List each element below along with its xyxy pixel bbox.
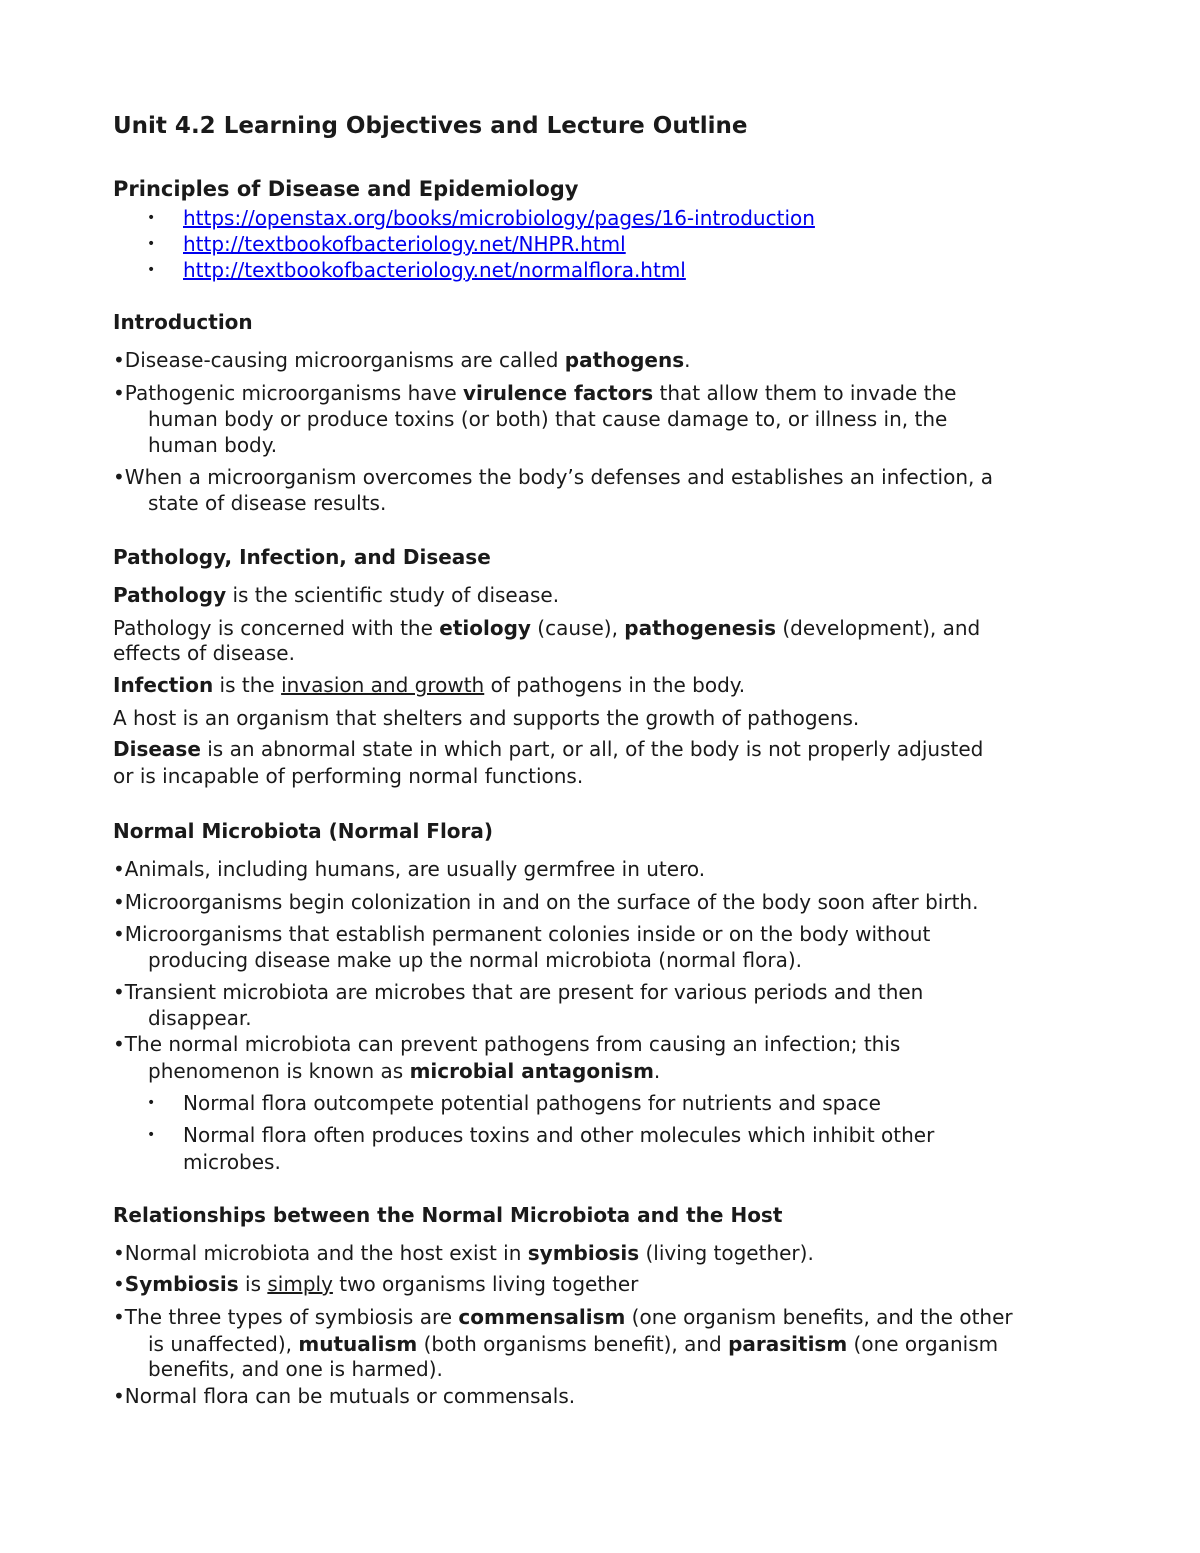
document-subtitle: Principles of Disease and Epidemiology [113,177,579,201]
section-heading-pathology: Pathology, Infection, and Disease [113,545,491,569]
normal-bullet-5: •The normal microbiota can prevent pathogens from causing an infection; this [113,1032,901,1056]
normal-bullet-2: •Microorganisms begin colonization in and on the surface of the body soon after birth. [113,890,979,914]
relation-bullet-2: •Symbiosis is simply two organisms living together [113,1272,639,1296]
pathology-para-5: Disease is an abnormal state in which part, or all, of the body is not properly adjusted [113,737,984,761]
intro-bullet-2-cont: human body or produce toxins (or both) that cause damage to, or illness in, the [148,407,948,431]
intro-bullet-3: •When a microorganism overcomes the body’s defenses and establishes an infection, a [113,465,993,489]
bullet-dot: • [147,210,156,226]
pathology-para-2: Pathology is concerned with the etiology (cause), pathogenesis (development), and [113,616,981,640]
section-heading-relationships: Relationships between the Normal Microbiota and the Host [113,1203,783,1227]
link-normalflora[interactable]: http://textbookofbacteriology.net/normalflora.html [183,258,686,282]
section-heading-normal-microbiota: Normal Microbiota (Normal Flora) [113,819,494,843]
intro-bullet-3-cont: state of disease results. [148,491,387,515]
normal-bullet-5-cont: phenomenon is known as microbial antagonism. [148,1059,661,1083]
normal-subbullet-2: Normal flora often produces toxins and other molecules which inhibit other [183,1123,935,1147]
normal-subbullet-1: Normal flora outcompete potential pathogens for nutrients and space [183,1091,881,1115]
normal-bullet-3: •Microorganisms that establish permanent colonies inside or on the body without [113,922,931,946]
section-heading-introduction: Introduction [113,310,253,334]
relation-bullet-3: •The three types of symbiosis are commensalism (one organism benefits, and the other [113,1305,1013,1329]
intro-bullet-2: •Pathogenic microorganisms have virulence factors that allow them to invade the [113,381,957,405]
relation-bullet-4: •Normal flora can be mutuals or commensals. [113,1384,576,1408]
bullet-dot: • [147,262,156,278]
document-title: Unit 4.2 Learning Objectives and Lecture Outline [113,113,748,139]
normal-bullet-4-cont: disappear. [148,1006,252,1030]
intro-bullet-2-cont: human body. [148,433,278,457]
normal-bullet-1: •Animals, including humans, are usually germfree in utero. [113,857,706,881]
bullet-dot: • [147,1127,156,1143]
relation-bullet-1: •Normal microbiota and the host exist in symbiosis (living together). [113,1241,814,1265]
bullet-dot: • [147,236,156,252]
normal-bullet-4: •Transient microbiota are microbes that are present for various periods and then [113,980,924,1004]
relation-bullet-3-cont: benefits, and one is harmed). [148,1357,443,1381]
normal-bullet-3-cont: producing disease make up the normal microbiota (normal flora). [148,948,803,972]
normal-subbullet-2-cont: microbes. [183,1150,281,1174]
pathology-para-1: Pathology is the scientific study of disease. [113,583,560,607]
pathology-para-5-cont: or is incapable of performing normal functions. [113,764,584,788]
intro-bullet-1: •Disease-causing microorganisms are called pathogens. [113,348,691,372]
link-openstax[interactable]: https://openstax.org/books/microbiology/pages/16-introduction [183,206,815,230]
pathology-para-2-cont: effects of disease. [113,641,295,665]
bullet-dot: • [147,1095,156,1111]
pathology-para-4: A host is an organism that shelters and supports the growth of pathogens. [113,706,860,730]
relation-bullet-3-cont: is unaffected), mutualism (both organisms benefit), and parasitism (one organism [148,1332,999,1356]
pathology-para-3: Infection is the invasion and growth of pathogens in the body. [113,673,746,697]
link-nhpr[interactable]: http://textbookofbacteriology.net/NHPR.html [183,232,626,256]
